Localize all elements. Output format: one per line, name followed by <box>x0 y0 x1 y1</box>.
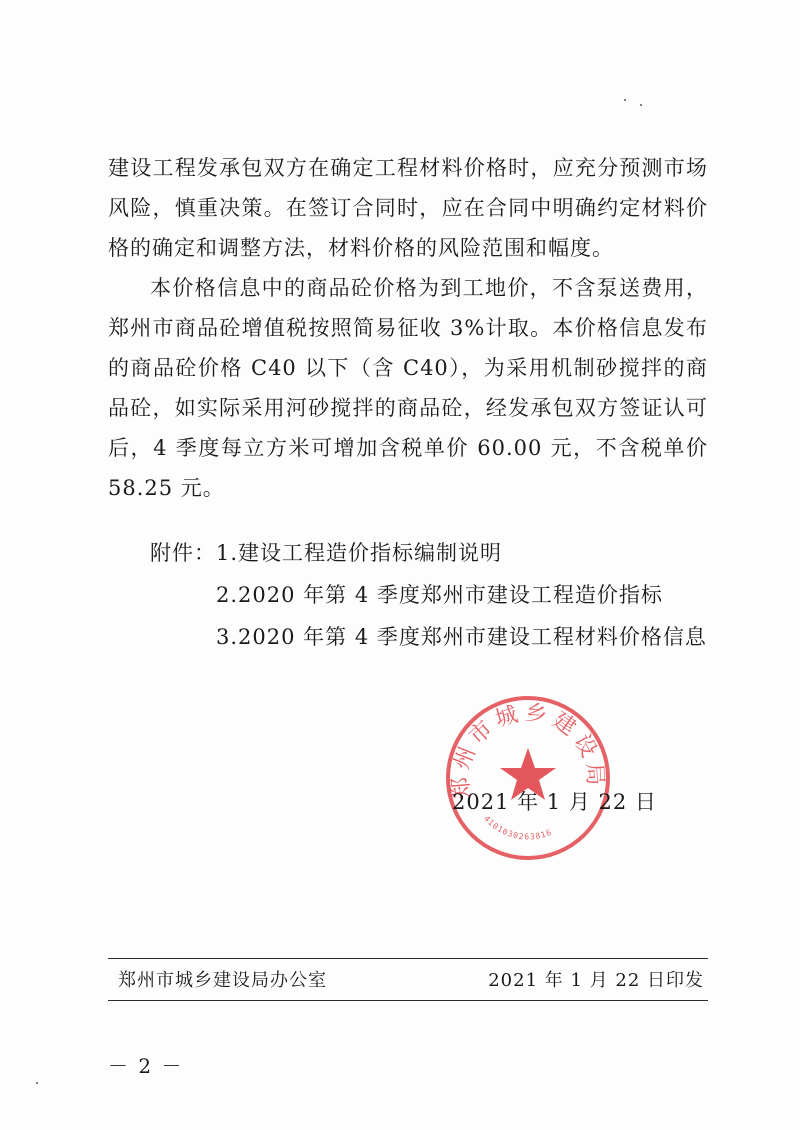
seal-code: 4101030263816 <box>482 813 554 842</box>
signature-date: 2021 年 1 月 22 日 <box>452 790 657 814</box>
attachments-label: 附件： <box>150 541 216 565</box>
svg-text:4101030263816 <box>482 814 553 841</box>
attachments-list <box>150 532 707 658</box>
paragraph-concrete-price: 本价格信息中的商品砼价格为到工地价，不含泵送费用，郑州市商品砼增值税按照简易征收 3%计取。本价格信息发布的商品砼价格 C40 以下（含 C40），为采用机制砂搅拌的商品砼，如实际采用河砂搅拌的商品砼，经发承包双方签证认可后，4 季度每立方米可增加含税单价 60.00 元，不含税单价 58.25 元。 <box>108 276 708 500</box>
scan-speck <box>36 1082 38 1084</box>
attachment-item-text: 1.建设工程造价指标编制说明 <box>216 541 503 565</box>
seal-org-text: 郑州市城乡建设局 <box>448 700 608 800</box>
attachment-item <box>150 532 707 574</box>
page-number: － 2 － <box>108 1054 184 1078</box>
body-text <box>108 148 708 508</box>
paragraph-risk: 建设工程发承包双方在确定工程材料价格时，应充分预测市场风险，慎重决策。在签订合同时，应在合同中明确约定材料价格的确定和调整方法，材料价格的风险范围和幅度。 <box>108 156 708 260</box>
footer-issue-date: 2021 年 1 月 22 日印发 <box>488 970 704 991</box>
attachment-item-text: 3.2020 年第 4 季度郑州市建设工程材料价格信息 <box>216 625 707 649</box>
attachment-item-text: 2.2020 年第 4 季度郑州市建设工程造价指标 <box>216 583 663 607</box>
footer-rule-top <box>108 958 708 959</box>
attachment-item <box>150 574 707 616</box>
footer-rule-bottom <box>108 1000 708 1001</box>
footer-issuer: 郑州市城乡建设局办公室 <box>118 970 327 991</box>
scan-speck <box>624 99 626 101</box>
scan-speck <box>640 104 642 106</box>
attachment-item <box>150 616 707 658</box>
official-seal-stamp <box>444 694 612 862</box>
